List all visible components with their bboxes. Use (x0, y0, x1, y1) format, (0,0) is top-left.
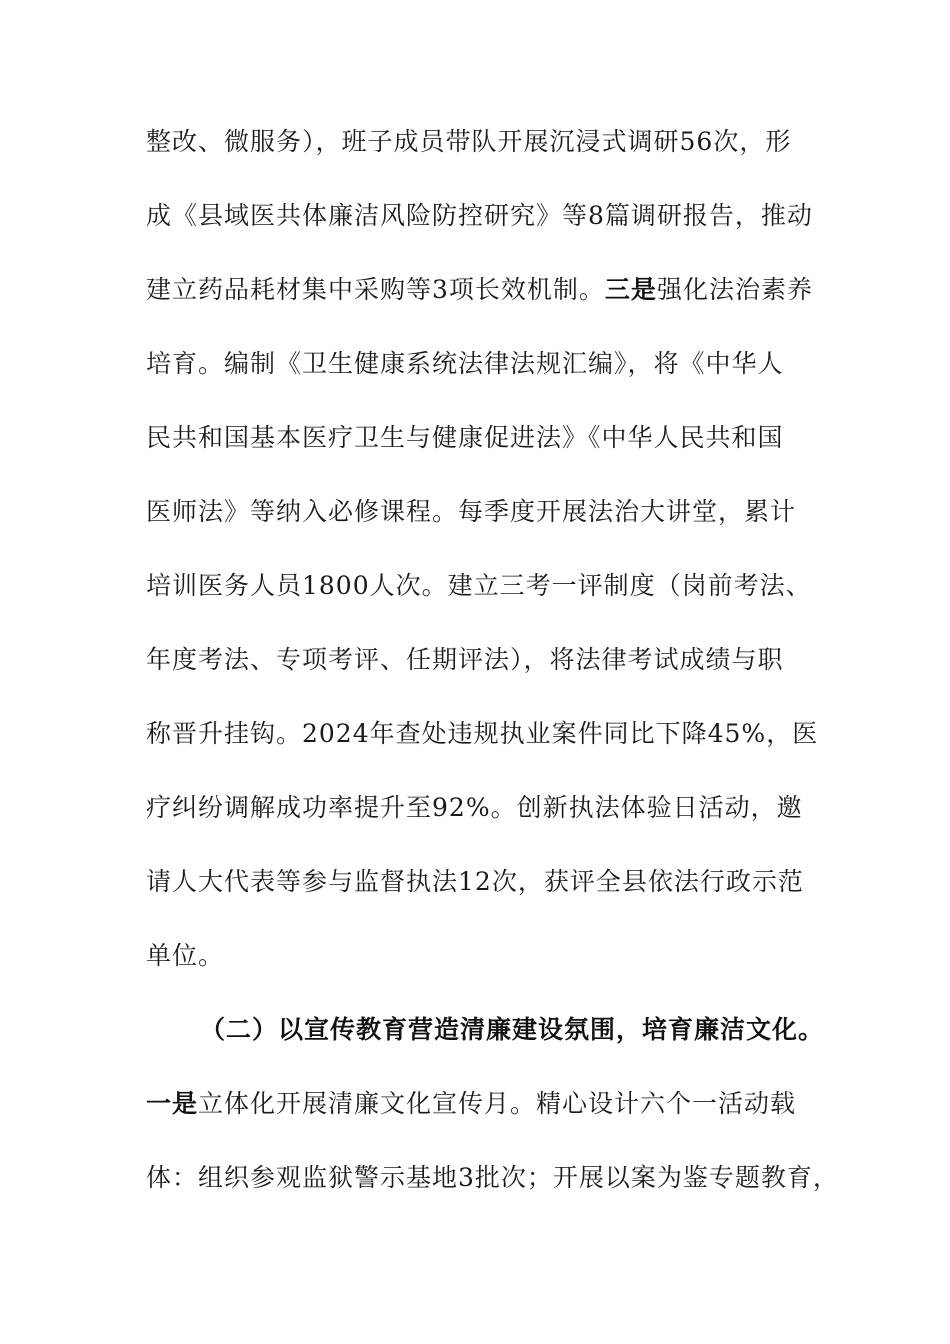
paragraph-line: 年度考法、专项考评、任期评法），将法律考试成绩与职 (146, 645, 784, 674)
paragraph-line: 医师法》等纳入必修课程。每季度开展法治大讲堂，累计 (146, 497, 797, 526)
paragraph-line: 成《县域医共体廉洁风险防控研究》等8篇调研报告，推动 (146, 201, 813, 230)
paragraph-line: 称晋升挂钩。2024年查处违规执业案件同比下降45%，医 (146, 719, 819, 748)
text-run: 强化法治素养 (656, 275, 813, 304)
paragraph-line: 疗纠纷调解成功率提升至92%。创新执法体验日活动，邀 (146, 793, 803, 822)
paragraph-line: 培训医务人员1800人次。建立三考一评制度（岗前考法、 (146, 571, 812, 600)
paragraph-line: 单位。 (146, 941, 225, 970)
text-run: 立体化开展清廉文化宣传月。精心设计六个一活动载 (198, 1089, 797, 1118)
paragraph-line (146, 273, 813, 307)
section-heading: （二）以宣传教育营造清廉建设氛围，培育廉洁文化。 (200, 1015, 825, 1044)
paragraph-line: 培育。编制《卫生健康系统法律法规汇编》，将《中华人 (146, 349, 784, 378)
emphasis-san-shi: 三是 (604, 275, 657, 304)
paragraph-line: 请人大代表等参与监督执法12次，获评全县依法行政示范 (146, 867, 804, 896)
paragraph-line (146, 1087, 796, 1121)
text-run: 建立药品耗材集中采购等3项长效机制。 (146, 275, 605, 304)
paragraph-line: 体：组织参观监狱警示基地3批次；开展以案为鉴专题教育， (146, 1163, 839, 1192)
paragraph-line: 民共和国基本医疗卫生与健康促进法》《中华人民共和国 (146, 423, 784, 452)
paragraph-line: 整改、微服务），班子成员带队开展沉浸式调研56次，形 (146, 127, 792, 156)
emphasis-yi-shi: 一是 (146, 1089, 199, 1118)
